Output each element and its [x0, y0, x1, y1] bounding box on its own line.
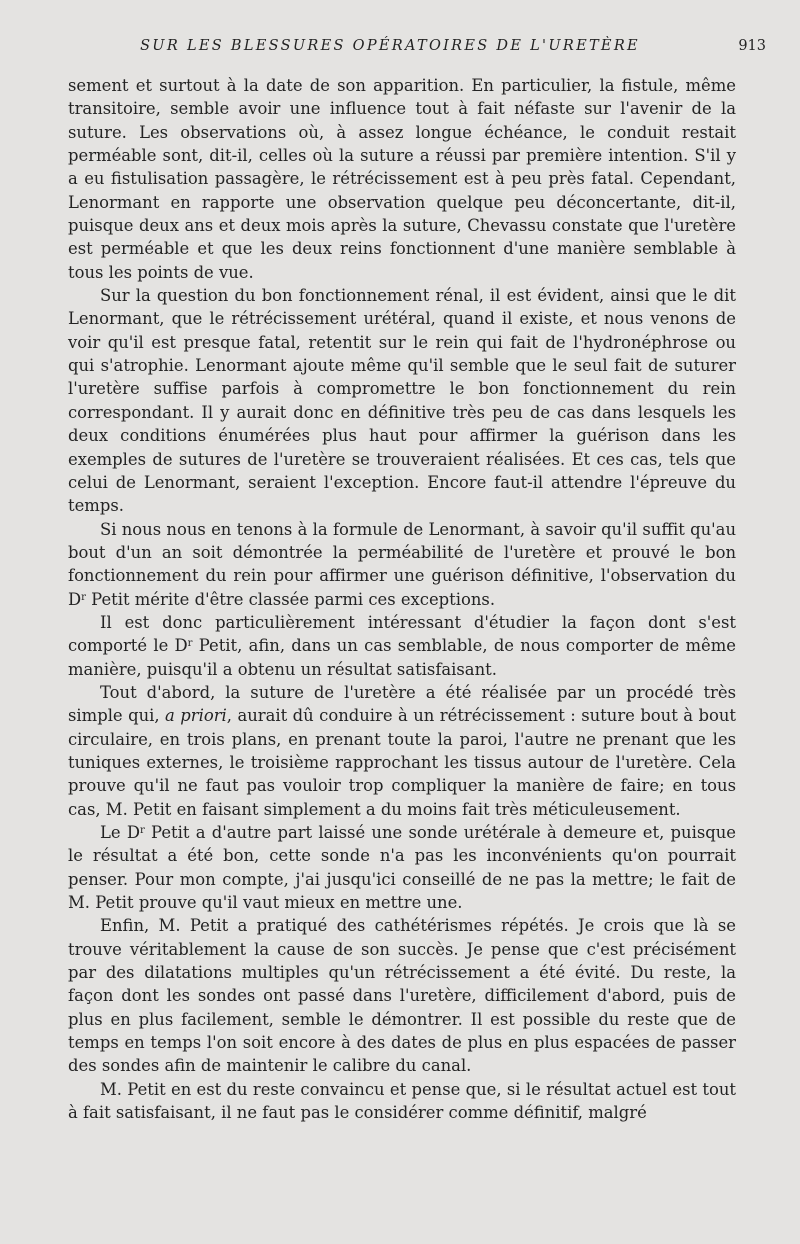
- paragraph-text: Tout d'abord, la suture de l'uretère a été réalisée par un procédé très simple qui,: [68, 682, 736, 726]
- paragraph-text: Si nous nous en tenons à la formule de Lenormant, à savoir qu'il suffit qu'au bout d'un an soit démontrée la perméabilité de l'uretère et prouvé le bon fonctionnement du rein pour affirmer une guérison définitive, l'observation du D: [68, 519, 736, 609]
- page-number: 913: [738, 38, 766, 54]
- paragraph-text: Le D: [100, 823, 140, 842]
- body-text: [68, 74, 736, 1124]
- superscript-text: r: [140, 825, 145, 836]
- paragraph: [68, 821, 736, 914]
- running-title: SUR LES BLESSURES OPÉRATOIRES DE L'URETÈRE: [140, 38, 640, 54]
- paragraph: [68, 611, 736, 681]
- paragraph-text: Petit mérite d'être classée parmi ces exceptions.: [85, 589, 496, 609]
- paragraph: [68, 914, 736, 1077]
- superscript-text: r: [187, 638, 193, 650]
- paragraph-text: , aurait dû conduire à un rétrécissement : suture bout à bout circulaire, en trois plans, en prenant toute la paroi, l'autre ne prenant que les tuniques externes, le troisième rapprochant les tissus autour de l'uretère. Cela prouve qu'il ne faut pas vouloir trop compliquer la manière de faire; en tous cas, M. Petit en faisant simplement a du moins fait très méticuleusement.: [68, 706, 736, 819]
- running-head: [68, 38, 766, 64]
- paragraph-text: Enfin, M. Petit a pratiqué des cathétérismes répétés. Je crois que là se trouve véritablement la cause de son succès. Je pense que c'est précisément par des dilatations multiples qu'un rétrécissement a été évité. Du reste, la façon dont les sondes ont passé dans l'uretère, difficilement d'abord, puis de plus en plus facilement, semble le démontrer. Il est possible du reste que de temps en temps l'on soit encore à des dates de plus en plus espacées de passer des sondes afin de maintenir le calibre du canal.: [68, 916, 736, 1076]
- paragraph-text: sement et surtout à la date de son apparition. En particulier, la fistule, même transitoire, semble avoir une influence tout à fait néfaste sur l'avenir de la suture. Les observations où, à assez longue échéance, le conduit restait perméable sont, dit-il, celles où la suture a réussi par première intention. S'il y a eu fistulisation passagère, le rétrécissement est à peu près fatal. Cependant, Lenormant en rapporte une observation quelque peu déconcertante, dit-il, puisque deux ans et deux mois après la suture, Chevassu constate que l'uretère est perméable et que les deux reins fonctionnent d'une manière semblable à tous les points de vue.: [68, 76, 736, 282]
- italic-text: a priori: [165, 706, 227, 726]
- paragraph: [68, 1078, 736, 1125]
- paragraph: [68, 681, 736, 821]
- paragraph-text: M. Petit en est du reste convaincu et pense que, si le résultat actuel est tout à fait satisfaisant, il ne faut pas le considérer comme définitif, malgré: [68, 1079, 736, 1123]
- paragraph-text: Sur la question du bon fonctionnement rénal, il est évident, ainsi que le dit Lenormant, que le rétrécissement urétéral, quand il existe, et nous venons de voir qu'il est presque fatal, retentit sur le rein qui fait de l'hydronéphrose ou qui s'atrophie. Lenormant ajoute même qu'il semble que le seul fait de suturer l'uretère suffise parfois à compromettre le bon fonctionnement du rein correspondant. Il y aurait donc en définitive très peu de cas dans lesquels les deux conditions énumérées plus haut pour affirmer la guérison dans les exemples de sutures de l'uretère se trouveraient réalisées. Et ces cas, tels que celui de Lenormant, seraient l'exception. Encore faut-il attendre l'épreuve du temps.: [68, 286, 736, 516]
- paragraph-text: Petit a d'autre part laissé une sonde urétérale à demeure et, puisque le résultat a été bon, cette sonde n'a pas les inconvénients qu'on pourrait penser. Pour mon compte, j'ai jusqu'ici conseillé de ne pas la mettre; le fait de M. Petit prouve qu'il vaut mieux en mettre une.: [68, 823, 736, 913]
- paragraph-text: Petit, afin, dans un cas semblable, de nous comporter de même manière, puisqu'il a obtenu un résultat satisfaisant.: [68, 636, 736, 679]
- paragraph: [68, 74, 736, 284]
- paragraph: [68, 518, 736, 611]
- superscript-text: r: [81, 591, 86, 603]
- paragraph: [68, 284, 736, 517]
- paragraph-text: Il est donc particulièrement intéressant d'étudier la façon dont s'est comporté le D: [68, 612, 736, 656]
